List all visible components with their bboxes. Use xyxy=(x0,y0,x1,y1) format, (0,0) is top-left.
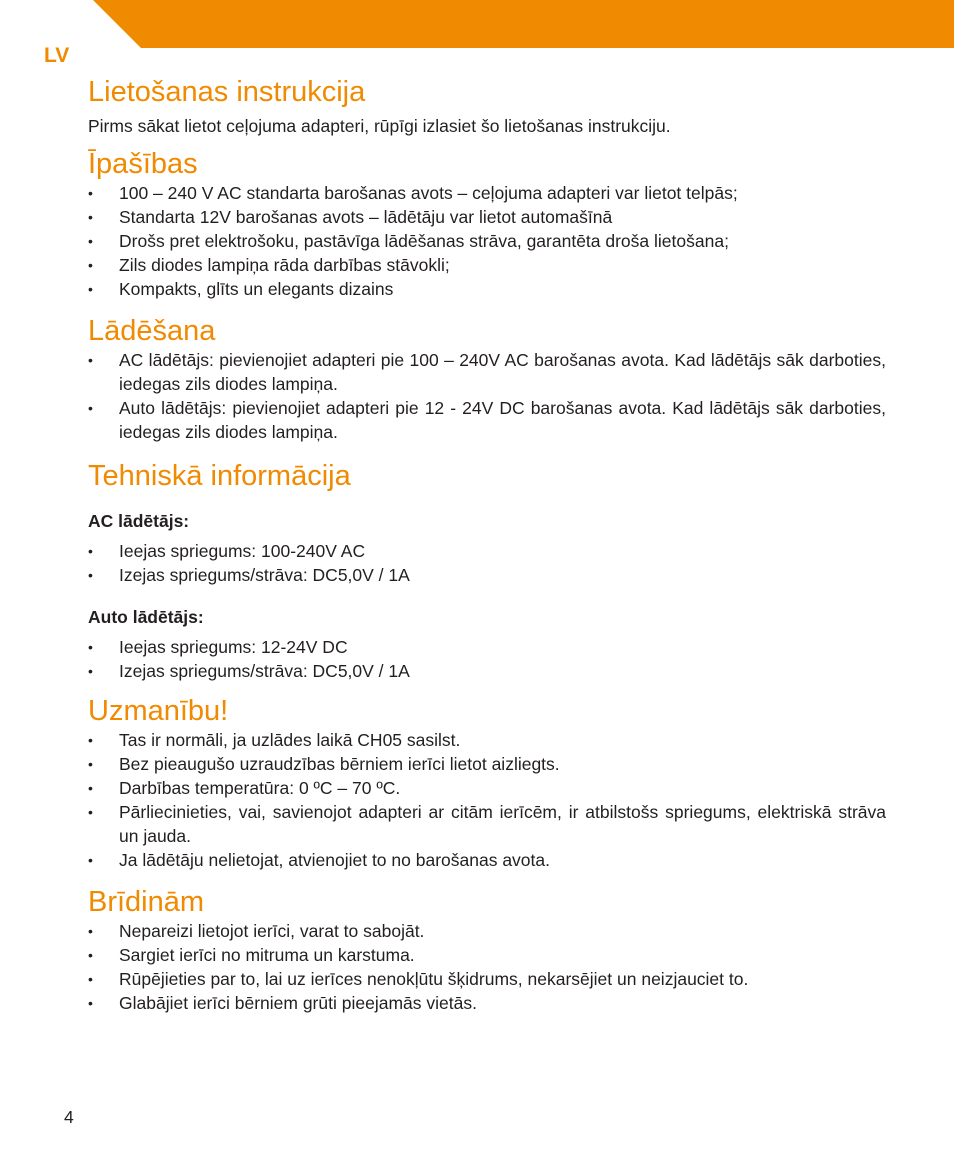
list-item: • Izejas spriegums/strāva: DC5,0V / 1A xyxy=(88,565,410,585)
bullet-icon: • xyxy=(88,995,93,1011)
list-item: • AC lādētājs: pievienojiet adapteri pie 100 – 240V AC barošanas avota. Kad lādētājs sāk darboties, iedegas zils diodes lampiņa. xyxy=(88,350,886,394)
bullet-icon: • xyxy=(88,567,93,583)
bullet-icon: • xyxy=(88,732,93,748)
bullet-icon: • xyxy=(88,780,93,796)
warning-list xyxy=(88,919,886,1015)
section-title: Brīdinām xyxy=(88,886,205,918)
list-item: • Ieejas spriegums: 12-24V DC xyxy=(88,637,348,657)
section-intro xyxy=(88,74,886,137)
bullet-icon: • xyxy=(88,971,93,987)
header-banner xyxy=(0,0,954,48)
section-charging xyxy=(88,313,886,444)
section-warning xyxy=(88,884,886,1015)
bullet-icon: • xyxy=(88,209,93,225)
bullet-icon: • xyxy=(88,756,93,772)
section-title: Lādēšana xyxy=(88,315,216,347)
bullet-icon: • xyxy=(88,663,93,679)
list-item: • Zils diodes lampiņa rāda darbības stāvokli; xyxy=(88,255,450,275)
bullet-icon: • xyxy=(88,923,93,939)
list-item: • Pārliecinieties, vai, savienojot adapteri ar citām ierīcēm, ir atbilstošs spriegums, elektriskā strāva un jauda. xyxy=(88,802,886,846)
bullet-icon: • xyxy=(88,185,93,201)
list-item: • Darbības temperatūra: 0 ºC – 70 ºC. xyxy=(88,778,401,798)
section-title: Lietošanas instrukcija xyxy=(88,76,366,108)
list-item: • Bez pieaugušo uzraudzības bērniem ierīci lietot aizliegts. xyxy=(88,754,560,774)
list-item: • Ieejas spriegums: 100-240V AC xyxy=(88,541,366,561)
list-item: • Nepareizi lietojot ierīci, varat to sabojāt. xyxy=(88,921,425,941)
auto-charger-subtitle: Auto lādētājs: xyxy=(88,607,204,627)
list-item: • Tas ir normāli, ja uzlādes laikā CH05 sasilst. xyxy=(88,730,461,750)
auto-spec-list xyxy=(88,635,886,683)
bullet-icon: • xyxy=(88,400,93,416)
page-number: 4 xyxy=(64,1107,74,1127)
instruction-content xyxy=(88,74,886,1015)
list-item: • Standarta 12V barošanas avots – lādētāju var lietot automašīnā xyxy=(88,207,613,227)
bullet-icon: • xyxy=(88,543,93,559)
list-item: • Kompakts, glīts un elegants dizains xyxy=(88,279,394,299)
caution-list xyxy=(88,728,886,872)
ac-charger-subtitle: AC lādētājs: xyxy=(88,511,190,531)
bullet-icon: • xyxy=(88,852,93,868)
list-item: • Rūpējieties par to, lai uz ierīces nenokļūtu šķidrums, nekarsējiet un neizjauciet to. xyxy=(88,969,749,989)
language-tag: LV xyxy=(44,44,70,67)
section-title: Uzmanību! xyxy=(88,695,229,727)
bullet-icon: • xyxy=(88,257,93,273)
section-caution xyxy=(88,693,886,872)
bullet-icon: • xyxy=(88,233,93,249)
list-item: • Drošs pret elektrošoku, pastāvīga lādēšanas strāva, garantēta droša lietošana; xyxy=(88,231,729,251)
bullet-icon: • xyxy=(88,639,93,655)
ac-spec-list xyxy=(88,539,886,587)
section-features xyxy=(88,146,886,301)
bullet-icon: • xyxy=(88,352,93,368)
charging-list xyxy=(88,348,886,444)
list-item: • Izejas spriegums/strāva: DC5,0V / 1A xyxy=(88,661,410,681)
section-title: Tehniskā informācija xyxy=(88,460,351,492)
list-item: • Glabājiet ierīci bērniem grūti pieejamās vietās. xyxy=(88,993,477,1013)
list-item: • 100 – 240 V AC standarta barošanas avots – ceļojuma adapteri var lietot telpās; xyxy=(88,183,738,203)
intro-text: Pirms sākat lietot ceļojuma adapteri, rūpīgi izlasiet šo lietošanas instrukciju. xyxy=(88,116,671,136)
bullet-icon: • xyxy=(88,804,93,820)
section-tech xyxy=(88,458,886,683)
section-title: Īpašības xyxy=(88,148,198,180)
list-item: • Ja lādētāju nelietojat, atvienojiet to no barošanas avota. xyxy=(88,850,550,870)
features-list xyxy=(88,181,886,301)
bullet-icon: • xyxy=(88,281,93,297)
list-item: • Sargiet ierīci no mitruma un karstuma. xyxy=(88,945,415,965)
list-item: • Auto lādētājs: pievienojiet adapteri pie 12 - 24V DC barošanas avota. Kad lādētājs sāk darboties, iedegas zils diodes lampiņa. xyxy=(88,398,886,442)
bullet-icon: • xyxy=(88,947,93,963)
